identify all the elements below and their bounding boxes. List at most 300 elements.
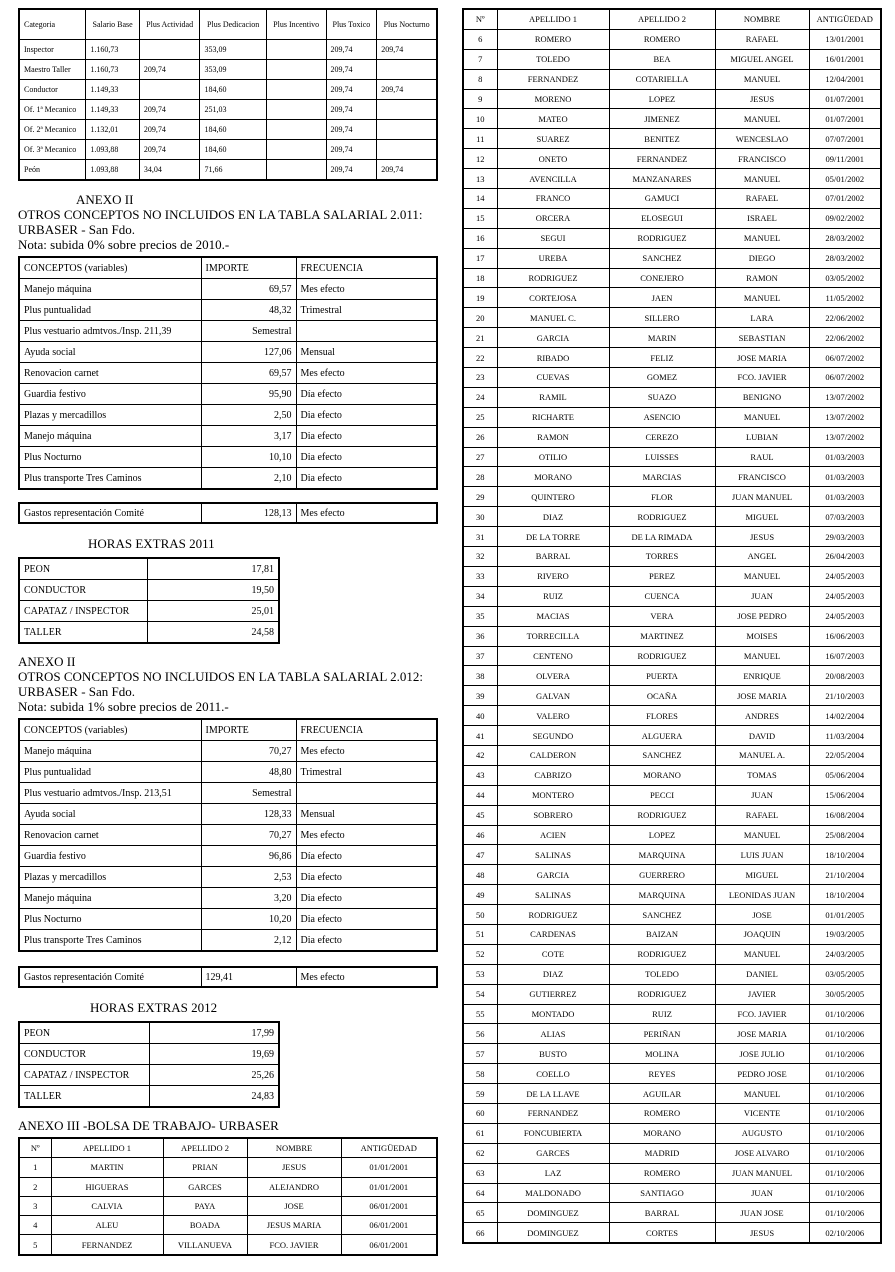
anexo-2012-heading: ANEXO II xyxy=(18,654,76,669)
bolsa-right-cell: 40 xyxy=(463,706,497,726)
bolsa-right-cell: 01/10/2006 xyxy=(809,1183,881,1203)
bolsa-right-row xyxy=(463,865,881,885)
bolsa-right-row xyxy=(463,328,881,348)
salary-cell: 34,04 xyxy=(139,160,200,181)
conceptos-2012-row xyxy=(19,867,437,888)
bolsa-right-cell: 19/03/2005 xyxy=(809,924,881,944)
salary-cell: 209,74 xyxy=(139,140,200,160)
bolsa-right-row xyxy=(463,1024,881,1044)
conceptos-2012-cell: Dia efecto xyxy=(296,930,437,952)
conceptos-2012-row xyxy=(19,804,437,825)
horas-2011-cell: 19,50 xyxy=(147,580,279,601)
conceptos-2011-row xyxy=(19,468,437,490)
bolsa-right-cell: CARDENAS xyxy=(497,924,609,944)
horas-2012-cell: CAPATAZ / INSPECTOR xyxy=(19,1065,149,1086)
horas-2012-cell: 17,99 xyxy=(149,1022,279,1044)
bolsa-right-cell: JAVIER xyxy=(715,984,809,1004)
bolsa-right-cell: MORENO xyxy=(497,89,609,109)
bolsa-right-cell: 34 xyxy=(463,586,497,606)
bolsa-right-cell: COTARIELLA xyxy=(609,69,715,89)
bolsa-right-cell: 22 xyxy=(463,348,497,368)
conceptos-2012-body xyxy=(19,741,437,952)
bolsa-right-cell: 01/03/2003 xyxy=(809,467,881,487)
salary-cell: 1.149,33 xyxy=(86,100,139,120)
bolsa-left-cell: 06/01/2001 xyxy=(341,1235,437,1255)
salary-cell: Of. 1ª Mecanico xyxy=(19,100,86,120)
bolsa-right-cell: 9 xyxy=(463,89,497,109)
bolsa-right-cell: 17 xyxy=(463,248,497,268)
bolsa-right-cell: MANUEL C. xyxy=(497,308,609,328)
bolsa-right-cell: 65 xyxy=(463,1203,497,1223)
bolsa-right-cell: LEONIDAS JUAN xyxy=(715,885,809,905)
bolsa-left-cell: HIGUERAS xyxy=(51,1177,163,1196)
horas-2012-row xyxy=(19,1022,279,1044)
salary-cell: 209,74 xyxy=(326,80,377,100)
bolsa-right-cell: 13/07/2002 xyxy=(809,407,881,427)
salary-cell: 1.093,88 xyxy=(86,160,139,181)
salary-cell: Inspector xyxy=(19,40,86,60)
horas-2012-cell: PEON xyxy=(19,1022,149,1044)
bolsa-right-cell: 24/03/2005 xyxy=(809,944,881,964)
bolsa-right-cell: FLORES xyxy=(609,706,715,726)
bolsa-right-cell: SEGUI xyxy=(497,228,609,248)
bolsa-right-cell: OCAÑA xyxy=(609,686,715,706)
bolsa-right-cell: MIGUEL xyxy=(715,507,809,527)
conceptos-2011-cell: 3,17 xyxy=(201,426,296,447)
salary-row xyxy=(19,160,437,181)
conceptos-2011-row xyxy=(19,426,437,447)
conceptos-2011-cell: Mes efecto xyxy=(296,279,437,300)
bolsa-right-cell: 56 xyxy=(463,1024,497,1044)
bolsa-left-cell: 1 xyxy=(19,1158,51,1177)
salary-cell xyxy=(266,160,326,181)
bolsa-right-row xyxy=(463,1064,881,1084)
bolsa-right-cell: 16/08/2004 xyxy=(809,805,881,825)
bolsa-right-cell: 39 xyxy=(463,686,497,706)
horas-2012-row xyxy=(19,1044,279,1065)
bolsa-right-cell: 01/01/2005 xyxy=(809,905,881,925)
bolsa-right-cell: SALINAS xyxy=(497,845,609,865)
bolsa-right-cell: PUERTA xyxy=(609,666,715,686)
bolsa-right-cell: MANZANARES xyxy=(609,169,715,189)
bolsa-right-row xyxy=(463,149,881,169)
bolsa-right-cell: 53 xyxy=(463,964,497,984)
bolsa-right-row xyxy=(463,208,881,228)
bolsa-right-row xyxy=(463,964,881,984)
bolsa-left-row xyxy=(19,1235,437,1255)
bolsa-right-cell: 19 xyxy=(463,288,497,308)
salary-cell: 209,74 xyxy=(139,120,200,140)
salary-cell: Of. 2ª Mecanico xyxy=(19,120,86,140)
bolsa-right-cell: BARRAL xyxy=(497,547,609,567)
bolsa-right-row xyxy=(463,248,881,268)
bolsa-right-cell: ORCERA xyxy=(497,208,609,228)
conceptos-2011-cell: Plus transporte Tres Caminos xyxy=(19,468,201,490)
bolsa-right-row xyxy=(463,69,881,89)
conceptos-2012-row xyxy=(19,846,437,867)
bolsa-right-cell: REYES xyxy=(609,1064,715,1084)
horas-2011-cell: TALLER xyxy=(19,622,147,644)
bolsa-right-row xyxy=(463,726,881,746)
bolsa-right-cell: 01/07/2001 xyxy=(809,109,881,129)
conceptos-2011-cell: 95,90 xyxy=(201,384,296,405)
conceptos-2011-cell: 69,57 xyxy=(201,363,296,384)
bolsa-right-cell: FONCUBIERTA xyxy=(497,1123,609,1143)
bolsa-right-cell: MIGUEL xyxy=(715,865,809,885)
horas-2012-table xyxy=(18,1021,280,1108)
bolsa-right-row xyxy=(463,1123,881,1143)
horas-2011-cell: 17,81 xyxy=(147,558,279,580)
bolsa-right-cell: MANUEL xyxy=(715,566,809,586)
bolsa-left-cell: 06/01/2001 xyxy=(341,1196,437,1215)
bolsa-right-cell: 35 xyxy=(463,606,497,626)
conceptos-2012-cell: 10,20 xyxy=(201,909,296,930)
bolsa-right-row xyxy=(463,308,881,328)
bolsa-right-cell: 49 xyxy=(463,885,497,905)
bolsa-right-cell: COELLO xyxy=(497,1064,609,1084)
bolsa-right-cell: 01/03/2003 xyxy=(809,447,881,467)
bolsa-right-cell: DIAZ xyxy=(497,964,609,984)
conceptos-2011-row xyxy=(19,405,437,426)
bolsa-right-cell: CEREZO xyxy=(609,427,715,447)
bolsa-right-row xyxy=(463,785,881,805)
bolsa-right-cell: LUIS JUAN xyxy=(715,845,809,865)
conceptos-2012-row xyxy=(19,888,437,909)
bolsa-table-right xyxy=(462,8,882,1244)
conceptos-2011-header xyxy=(19,257,437,279)
bolsa-right-cell: SUAZO xyxy=(609,387,715,407)
horas-2011-row xyxy=(19,580,279,601)
bolsa-right-cell: JOSE MARIA xyxy=(715,686,809,706)
bolsa-right-cell: RAFAEL xyxy=(715,805,809,825)
bolsa-right-cell: ROMERO xyxy=(609,1103,715,1123)
salary-cell: 209,74 xyxy=(326,100,377,120)
conceptos-2011-cell: Ayuda social xyxy=(19,342,201,363)
bolsa-right-cell: DOMINGUEZ xyxy=(497,1203,609,1223)
conceptos-2012-cell: 96,86 xyxy=(201,846,296,867)
horas-2012-cell: 25,26 xyxy=(149,1065,279,1086)
bolsa-right-cell: LAZ xyxy=(497,1163,609,1183)
bolsa-right-cell: GOMEZ xyxy=(609,368,715,388)
gastos-2012-importe: 129,41 xyxy=(201,967,296,987)
conceptos-2012-cell: 70,27 xyxy=(201,825,296,846)
conceptos-2011-header-cell: FRECUENCIA xyxy=(296,257,437,279)
conceptos-2012-cell: Renovacion carnet xyxy=(19,825,201,846)
salary-cell xyxy=(377,120,437,140)
salary-cell: 209,74 xyxy=(377,80,437,100)
bolsa-right-cell: DOMINGUEZ xyxy=(497,1223,609,1243)
bolsa-right-cell: 01/03/2003 xyxy=(809,487,881,507)
salary-cell: 209,74 xyxy=(377,160,437,181)
bolsa-right-cell: 42 xyxy=(463,745,497,765)
salary-cell: 1.149,33 xyxy=(86,80,139,100)
bolsa-left-cell: GARCES xyxy=(163,1177,247,1196)
bolsa-right-row xyxy=(463,348,881,368)
bolsa-left-row xyxy=(19,1158,437,1177)
bolsa-left-cell: 06/01/2001 xyxy=(341,1216,437,1235)
bolsa-right-cell: DAVID xyxy=(715,726,809,746)
bolsa-right-cell: FCO. JAVIER xyxy=(715,1004,809,1024)
bolsa-right-cell: RUIZ xyxy=(497,586,609,606)
salary-cell: 209,74 xyxy=(139,100,200,120)
conceptos-2012-cell: Trimestral xyxy=(296,762,437,783)
bolsa-right-cell: MANUEL xyxy=(715,228,809,248)
bolsa-right-cell: ISRAEL xyxy=(715,208,809,228)
bolsa-right-row xyxy=(463,606,881,626)
bolsa-right-cell: RIBADO xyxy=(497,348,609,368)
bolsa-right-header-cell: Nº xyxy=(463,9,497,29)
bolsa-right-cell: 09/11/2001 xyxy=(809,149,881,169)
horas-2012-cell: TALLER xyxy=(19,1086,149,1108)
conceptos-2012-row xyxy=(19,783,437,804)
bolsa-right-cell: 59 xyxy=(463,1084,497,1104)
bolsa-right-cell: BENITEZ xyxy=(609,129,715,149)
bolsa-right-cell: BEA xyxy=(609,49,715,69)
bolsa-right-row xyxy=(463,129,881,149)
salary-row xyxy=(19,80,437,100)
bolsa-right-cell: GARCES xyxy=(497,1143,609,1163)
bolsa-right-cell: JOSE MARIA xyxy=(715,348,809,368)
salary-cell: 184,60 xyxy=(200,140,266,160)
bolsa-right-cell: FRANCISCO xyxy=(715,149,809,169)
bolsa-right-cell: RODRIGUEZ xyxy=(609,228,715,248)
conceptos-2012-row xyxy=(19,909,437,930)
bolsa-right-cell: SANCHEZ xyxy=(609,745,715,765)
salary-cell: 184,60 xyxy=(200,120,266,140)
bolsa-right-cell: CUENCA xyxy=(609,586,715,606)
bolsa-right-cell: 13/07/2002 xyxy=(809,427,881,447)
bolsa-right-row xyxy=(463,407,881,427)
salary-cell: 209,74 xyxy=(326,140,377,160)
bolsa-right-cell: 09/02/2002 xyxy=(809,208,881,228)
bolsa-right-row xyxy=(463,29,881,49)
bolsa-right-cell: LOPEZ xyxy=(609,89,715,109)
bolsa-right-cell: CENTENO xyxy=(497,646,609,666)
salary-cell: 209,74 xyxy=(326,160,377,181)
bolsa-right-row xyxy=(463,706,881,726)
bolsa-right-cell: ACIEN xyxy=(497,825,609,845)
bolsa-right-row xyxy=(463,387,881,407)
salary-row xyxy=(19,100,437,120)
conceptos-2011-cell: Renovacion carnet xyxy=(19,363,201,384)
horas-2012-row xyxy=(19,1065,279,1086)
bolsa-right-cell: 03/05/2002 xyxy=(809,268,881,288)
bolsa-right-cell: MALDONADO xyxy=(497,1183,609,1203)
conceptos-2012-cell: Mensual xyxy=(296,804,437,825)
bolsa-right-cell: MORANO xyxy=(497,467,609,487)
bolsa-right-cell: 51 xyxy=(463,924,497,944)
bolsa-right-cell: 64 xyxy=(463,1183,497,1203)
bolsa-right-cell: BUSTO xyxy=(497,1044,609,1064)
bolsa-right-row xyxy=(463,646,881,666)
bolsa-right-cell: LARA xyxy=(715,308,809,328)
bolsa-left-cell: 3 xyxy=(19,1196,51,1215)
bolsa-right-cell: MARTINEZ xyxy=(609,626,715,646)
bolsa-right-row xyxy=(463,666,881,686)
salary-cell xyxy=(377,100,437,120)
bolsa-right-cell: 01/10/2006 xyxy=(809,1004,881,1024)
horas-2011-body xyxy=(19,558,279,643)
bolsa-right-cell: 46 xyxy=(463,825,497,845)
bolsa-right-cell: 28/03/2002 xyxy=(809,248,881,268)
bolsa-table-left xyxy=(18,1137,438,1256)
bolsa-left-header-cell: Nº xyxy=(19,1138,51,1158)
bolsa-right-cell: CUEVAS xyxy=(497,368,609,388)
bolsa-right-cell: 29 xyxy=(463,487,497,507)
bolsa-right-cell: MANUEL xyxy=(715,407,809,427)
salary-cell xyxy=(266,60,326,80)
conceptos-2011-row xyxy=(19,321,437,342)
salary-cell: 1.093,88 xyxy=(86,140,139,160)
bolsa-right-cell: RAMIL xyxy=(497,387,609,407)
bolsa-right-cell: 14 xyxy=(463,189,497,209)
bolsa-right-row xyxy=(463,1163,881,1183)
bolsa-right-cell: 22/06/2002 xyxy=(809,308,881,328)
bolsa-right-cell: FELIZ xyxy=(609,348,715,368)
bolsa-left-cell: JESUS xyxy=(247,1158,341,1177)
bolsa-right-cell: SOBRERO xyxy=(497,805,609,825)
conceptos-2011-cell: 48,32 xyxy=(201,300,296,321)
bolsa-right-row xyxy=(463,1223,881,1243)
bolsa-right-cell: 27 xyxy=(463,447,497,467)
conceptos-2011-cell: Semestral xyxy=(201,321,296,342)
bolsa-left-cell: 5 xyxy=(19,1235,51,1255)
salary-table-body xyxy=(19,40,437,181)
bolsa-right-cell: 11/03/2004 xyxy=(809,726,881,746)
salary-cell: Conductor xyxy=(19,80,86,100)
bolsa-left-header-cell: APELLIDO 1 xyxy=(51,1138,163,1158)
bolsa-left-header-cell: ANTIGÜEDAD xyxy=(341,1138,437,1158)
bolsa-right-cell: JOSE PEDRO xyxy=(715,606,809,626)
bolsa-right-cell: 14/02/2004 xyxy=(809,706,881,726)
bolsa-right-header xyxy=(463,9,881,29)
bolsa-right-cell: MATEO xyxy=(497,109,609,129)
bolsa-right-cell: TOMAS xyxy=(715,765,809,785)
bolsa-right-cell: LOPEZ xyxy=(609,825,715,845)
conceptos-2012-cell: Plus puntualidad xyxy=(19,762,201,783)
bolsa-right-row xyxy=(463,1084,881,1104)
bolsa-left-row xyxy=(19,1196,437,1215)
bolsa-right-cell: SALINAS xyxy=(497,885,609,905)
salary-cell: 209,74 xyxy=(326,40,377,60)
bolsa-right-cell: 06/07/2002 xyxy=(809,368,881,388)
bolsa-right-cell: 32 xyxy=(463,547,497,567)
conceptos-2012-table xyxy=(18,718,438,952)
bolsa-right-cell: RODRIGUEZ xyxy=(497,905,609,925)
bolsa-right-cell: ASENCIO xyxy=(609,407,715,427)
bolsa-right-cell: 45 xyxy=(463,805,497,825)
bolsa-right-cell: 01/10/2006 xyxy=(809,1103,881,1123)
horas-2011-table xyxy=(18,557,280,644)
conceptos-2012-cell: Manejo máquina xyxy=(19,741,201,762)
bolsa-right-body xyxy=(463,29,881,1243)
bolsa-right-cell: 62 xyxy=(463,1143,497,1163)
bolsa-right-cell: BAIZAN xyxy=(609,924,715,944)
bolsa-right-cell: 13/01/2001 xyxy=(809,29,881,49)
gastos-2011-label: Gastos representación Comité xyxy=(19,503,201,523)
bolsa-right-row xyxy=(463,268,881,288)
bolsa-right-cell: SILLERO xyxy=(609,308,715,328)
horas-2011-row xyxy=(19,558,279,580)
conceptos-2011-row xyxy=(19,300,437,321)
conceptos-2012-cell: Dia efecto xyxy=(296,867,437,888)
bolsa-right-cell: 63 xyxy=(463,1163,497,1183)
bolsa-right-cell: 28 xyxy=(463,467,497,487)
conceptos-2011-cell: 69,57 xyxy=(201,279,296,300)
conceptos-2011-cell: Manejo máquina xyxy=(19,279,201,300)
conceptos-2012-cell: Mes efecto xyxy=(296,741,437,762)
conceptos-2012-cell: 48,80 xyxy=(201,762,296,783)
bolsa-right-cell: JIMENEZ xyxy=(609,109,715,129)
bolsa-right-cell: 61 xyxy=(463,1123,497,1143)
conceptos-2012-cell: Guardia festivo xyxy=(19,846,201,867)
anexo-2011-line1: OTROS CONCEPTOS NO INCLUIDOS EN LA TABLA SALARIAL 2.011: xyxy=(18,207,423,222)
bolsa-right-cell: FCO. JAVIER xyxy=(715,368,809,388)
bolsa-right-cell: GAMUCI xyxy=(609,189,715,209)
bolsa-right-cell: 03/05/2005 xyxy=(809,964,881,984)
horas-2011-cell: PEON xyxy=(19,558,147,580)
bolsa-left-row xyxy=(19,1177,437,1196)
bolsa-right-cell: RODRIGUEZ xyxy=(609,646,715,666)
conceptos-2011-cell: Dia efecto xyxy=(296,468,437,490)
bolsa-right-cell: RAFAEL xyxy=(715,189,809,209)
salary-cell: 1.160,73 xyxy=(86,60,139,80)
bolsa-right-cell: FERNANDEZ xyxy=(609,149,715,169)
bolsa-right-cell: WENCESLAO xyxy=(715,129,809,149)
salary-cell xyxy=(266,120,326,140)
bolsa-right-cell: PECCI xyxy=(609,785,715,805)
bolsa-right-row xyxy=(463,507,881,527)
bolsa-right-cell: SEGUNDO xyxy=(497,726,609,746)
bolsa-right-row xyxy=(463,586,881,606)
anexo-2012-line2: URBASER - San Fdo. xyxy=(18,684,136,699)
bolsa-right-cell: 20/08/2003 xyxy=(809,666,881,686)
horas-2011-cell: 24,58 xyxy=(147,622,279,644)
gastos-2011-row xyxy=(19,503,437,523)
horas-2011-cell: 25,01 xyxy=(147,601,279,622)
bolsa-right-cell: JOSE xyxy=(715,905,809,925)
bolsa-right-cell: 01/10/2006 xyxy=(809,1044,881,1064)
horas-2012-body xyxy=(19,1022,279,1107)
bolsa-right-cell: 23 xyxy=(463,368,497,388)
bolsa-right-cell: 38 xyxy=(463,666,497,686)
bolsa-right-cell: MANUEL xyxy=(715,69,809,89)
bolsa-right-cell: JOSE ALVARO xyxy=(715,1143,809,1163)
conceptos-2011-cell: 127,06 xyxy=(201,342,296,363)
bolsa-right-row xyxy=(463,109,881,129)
bolsa-right-cell: DIEGO xyxy=(715,248,809,268)
horas-2011-row xyxy=(19,601,279,622)
bolsa-right-cell: 25 xyxy=(463,407,497,427)
salary-cell xyxy=(139,40,200,60)
salary-cell xyxy=(139,80,200,100)
horas-2011-cell: CONDUCTOR xyxy=(19,580,147,601)
horas-2011-cell: CAPATAZ / INSPECTOR xyxy=(19,601,147,622)
bolsa-right-row xyxy=(463,487,881,507)
conceptos-2011-cell: 2,10 xyxy=(201,468,296,490)
bolsa-right-cell: JAEN xyxy=(609,288,715,308)
salary-cell: Of. 3ª Mecanico xyxy=(19,140,86,160)
salary-header-cell: Salario Base xyxy=(86,9,139,40)
bolsa-right-cell: 16/07/2003 xyxy=(809,646,881,666)
bolsa-right-row xyxy=(463,427,881,447)
bolsa-right-cell: CONEJERO xyxy=(609,268,715,288)
bolsa-right-cell: 16/06/2003 xyxy=(809,626,881,646)
bolsa-right-cell: 24/05/2003 xyxy=(809,566,881,586)
conceptos-2012-cell: 2,12 xyxy=(201,930,296,952)
bolsa-right-cell: RUIZ xyxy=(609,1004,715,1024)
conceptos-2011-cell: 2,50 xyxy=(201,405,296,426)
